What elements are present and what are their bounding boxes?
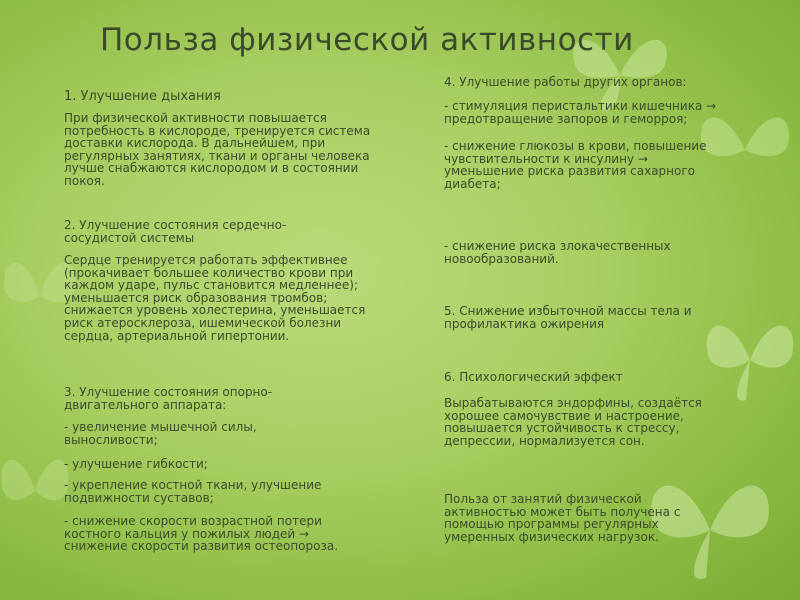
bullet-icon xyxy=(412,493,426,543)
list-item-text: 4. Улучшение работы других органов: xyxy=(444,75,687,89)
list-item-text: - укрепление костной ткани, улучшение подвижности суставов; xyxy=(64,478,322,505)
list-item xyxy=(32,515,392,553)
list-item xyxy=(412,140,732,190)
bullet-icon xyxy=(32,90,46,105)
list-item-text: - снижение скорости возрастной потери костного кальция у пожилых людей → снижение скорости развития остеопороза. xyxy=(64,514,339,554)
bullet-icon xyxy=(412,397,426,447)
list-item xyxy=(412,76,732,89)
bullet-icon xyxy=(32,421,46,446)
bullet-icon xyxy=(412,100,426,125)
list-item-text: 5. Снижение избыточной массы тела и профилактика ожирения xyxy=(444,304,692,331)
list-item-text: - снижение глюкозы в крови, повышение чувствительности к инсулину → уменьшение риска развития сахарного диабета; xyxy=(444,139,707,191)
list-item-text: - стимуляция перистальтики кишечника → предотвращение запоров и геморроя; xyxy=(444,99,717,126)
list-item xyxy=(412,240,732,265)
bullet-icon xyxy=(412,305,426,330)
bullet-icon xyxy=(412,371,426,384)
list-item-text: - снижение риска злокачественных новообразований. xyxy=(444,239,671,266)
list-item xyxy=(32,254,392,342)
list-item xyxy=(32,90,392,105)
list-item xyxy=(32,458,392,471)
bullet-icon xyxy=(32,254,46,342)
bullet-icon xyxy=(32,219,46,244)
list-item xyxy=(32,386,392,411)
list-item xyxy=(32,112,392,188)
list-item-text: Польза от занятий физической активностью может быть получена с помощью программы регулярных умеренных физических нагрузок. xyxy=(444,492,681,544)
list-item-text: - улучшение гибкости; xyxy=(64,457,208,471)
list-item xyxy=(32,219,392,244)
list-item-text: 6. Психологический эффект xyxy=(444,370,623,384)
bullet-icon xyxy=(32,112,46,188)
list-item-text: 3. Улучшение состояния опорно-двигательного аппарата: xyxy=(64,385,273,412)
bullet-icon xyxy=(412,76,426,89)
bullet-icon xyxy=(32,458,46,471)
list-item-text: При физической активности повышается потребность в кислороде, тренируется система доставки кислорода. В дальнейшем, при регулярных занятиях, ткани и органы человека лучше снабжаются кислородом и в состоянии покоя. xyxy=(64,111,371,188)
list-item xyxy=(32,421,392,446)
list-item-text: 2. Улучшение состояния сердечно-сосудистой системы xyxy=(64,218,287,245)
list-item-text: Сердце тренируется работать эффективнее (прокачивает большее количество крови при каждом ударе, пульс становится медленнее); уменьшается риск образования тромбов; снижается уровень холестерина, уменьшается риск атеросклероза, ишемической болезни сердца, артериальной гипертонии. xyxy=(64,253,366,343)
list-item-text: 1. Улучшение дыхания xyxy=(64,89,221,104)
list-item xyxy=(412,397,732,447)
page-title: Польза физической активности xyxy=(100,22,634,58)
bullet-icon xyxy=(412,240,426,265)
list-item xyxy=(412,371,732,384)
bullet-icon xyxy=(32,515,46,553)
list-item xyxy=(412,493,732,543)
list-item xyxy=(32,479,392,504)
list-item-text: - увеличение мышечной силы, выносливости; xyxy=(64,420,257,447)
bullet-icon xyxy=(32,386,46,411)
bullet-icon xyxy=(412,140,426,190)
list-item xyxy=(412,100,732,125)
bullet-icon xyxy=(32,479,46,504)
list-item xyxy=(412,305,732,330)
list-item-text: Вырабатываются эндорфины, создаётся хорошее самочувствие и настроение, повышается устойчивость к стрессу, депрессии, нормализуется сон. xyxy=(444,396,702,448)
